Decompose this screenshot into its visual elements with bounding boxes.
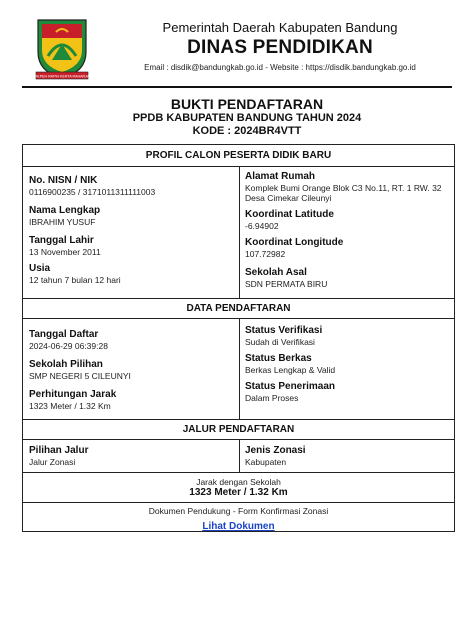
pilihan-jalur-value: Jalur Zonasi [29, 457, 76, 467]
jarak-value: 1323 Meter / 1.32 Km [189, 487, 288, 498]
column-divider [239, 319, 240, 419]
dokumen-link-wrap [23, 516, 454, 534]
document-title [0, 96, 474, 138]
title-main: BUKTI PENDAFTARAN [170, 96, 324, 112]
tanggal-daftar-value: 2024-06-29 06:39:28 [29, 341, 108, 351]
status-verifikasi-value: Sudah di Verifikasi [245, 337, 315, 347]
longitude-value: 107.72982 [245, 249, 286, 259]
section-divider [23, 502, 454, 503]
sekolah-pilihan-value: SMP NEGERI 5 CILEUNYI [29, 371, 131, 381]
alamat-value-line2: Desa Cimekar Cileunyi [245, 193, 332, 203]
jenis-zonasi-label: Jenis Zonasi [245, 445, 306, 456]
nama-value: IBRAHIM YUSUF [29, 217, 96, 227]
alamat-value-line1: Komplek Bumi Orange Blok C3 No.11, RT. 1 RW. 32 [245, 183, 442, 193]
longitude-label: Koordinat Longitude [245, 237, 344, 248]
lahir-label: Tanggal Lahir [29, 235, 94, 246]
title-sub: PPDB KABUPATEN BANDUNG TAHUN 2024 [132, 112, 362, 124]
status-berkas-value: Berkas Lengkap & Valid [245, 365, 336, 375]
section-heading-jalur: JALUR PENDAFTARAN [23, 420, 454, 440]
jenis-zonasi-value: Kabupaten [245, 457, 287, 467]
nama-label: Nama Lengkap [29, 205, 101, 216]
lahir-value: 13 November 2011 [29, 247, 101, 257]
latitude-label: Koordinat Latitude [245, 209, 334, 220]
column-divider [239, 167, 240, 298]
logo-banner-text: REPEH RAPIH KERTA RAHARJA [34, 74, 90, 79]
sekolah-asal-value: SDN PERMATA BIRU [245, 279, 328, 289]
status-penerimaan-value: Dalam Proses [245, 393, 299, 403]
usia-label: Usia [29, 263, 51, 274]
bandung-regency-logo [34, 16, 90, 82]
column-divider [239, 440, 240, 472]
registration-code: KODE : 2024BR4VTT [192, 125, 302, 137]
header-divider [22, 86, 452, 88]
perhitungan-jarak-label: Perhitungan Jarak [29, 389, 117, 400]
alamat-label: Alamat Rumah [245, 171, 316, 182]
sekolah-asal-label: Sekolah Asal [245, 267, 307, 278]
status-verifikasi-label: Status Verifikasi [245, 325, 323, 336]
status-berkas-label: Status Berkas [245, 353, 312, 364]
section-heading-data-pendaftaran: DATA PENDAFTARAN [23, 299, 454, 319]
pilihan-jalur-label: Pilihan Jalur [29, 445, 89, 456]
tanggal-daftar-label: Tanggal Daftar [29, 329, 99, 340]
nisn-label: No. NISN / NIK [29, 175, 98, 186]
government-name: Pemerintah Daerah Kabupaten Bandung [162, 20, 398, 35]
usia-value: 12 tahun 7 bulan 12 hari [29, 275, 121, 285]
dokumen-caption: Dokumen Pendukung - Form Konfirmasi Zonasi [148, 506, 329, 516]
department-name: DINAS PENDIDIKAN [187, 37, 373, 58]
registration-details-box [22, 144, 455, 532]
jarak-caption: Jarak dengan Sekolah [196, 477, 281, 487]
lihat-dokumen-link[interactable]: Lihat Dokumen [202, 521, 275, 532]
nisn-value: 0116900235 / 3171011311111003 [29, 187, 156, 197]
contact-info: Email : disdik@bandungkab.go.id - Website : https://disdik.bandungkab.go.id [144, 63, 416, 72]
section-divider [23, 472, 454, 473]
latitude-value: -6.94902 [245, 221, 279, 231]
letterhead [100, 20, 460, 73]
section-heading-profil: PROFIL CALON PESERTA DIDIK BARU [23, 145, 454, 167]
sekolah-pilihan-label: Sekolah Pilihan [29, 359, 103, 370]
status-penerimaan-label: Status Penerimaan [245, 381, 336, 392]
perhitungan-jarak-value: 1323 Meter / 1.32 Km [29, 401, 111, 411]
